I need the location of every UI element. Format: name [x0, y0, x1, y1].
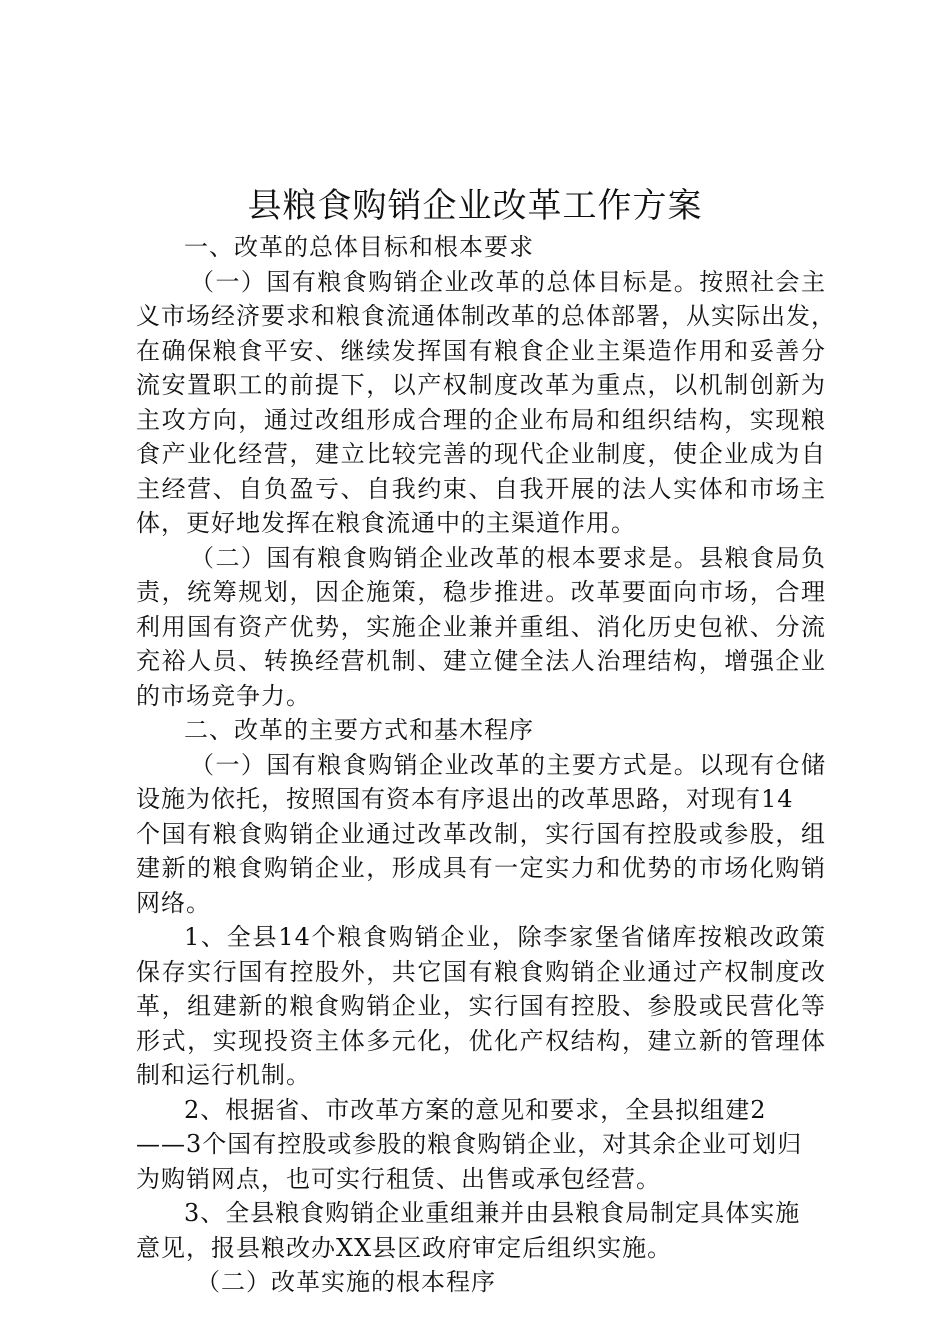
paragraph-line: ——3个国有控股或参股的粮食购销企业，对其余企业可划归	[136, 1130, 803, 1158]
paragraph-line: 意见，报县粮改办XX县区政府审定后组织实施。	[136, 1233, 673, 1262]
paragraph-line: 的市场竞争力。	[136, 681, 311, 710]
paragraph-line: 主攻方向，通过改组形成合理的企业布局和组织结构，实现粮	[136, 405, 826, 434]
paragraph-line: （一）国有粮食购销企业改革的总体目标是。按照社会主	[190, 267, 826, 296]
document-title: 县粮食购销企业改革工作方案	[247, 186, 703, 226]
paragraph-line: 形式，实现投资主体多元化，优化产权结构，建立新的管理体	[136, 1026, 826, 1055]
paragraph-line: 在确保粮食平安、继续发挥国有粮食企业主渠造作用和妥善分	[136, 336, 826, 365]
paragraph-line: 义市场经济要求和粮食流通体制改革的总体部署，从实际出发，	[136, 302, 836, 330]
paragraph-line: 3、全县粮食购销企业重组兼并由县粮食局制定具体实施	[184, 1199, 801, 1227]
paragraph-line: 为购销网点，也可实行租赁、出售或承包经营。	[136, 1164, 661, 1193]
paragraph-line: 设施为依托，按照国有资本有序退出的改革思路，对现有14	[136, 785, 794, 813]
section-heading-1: 一、改革的总体目标和根本要求	[184, 233, 534, 261]
document-body	[136, 230, 836, 1300]
paragraph-line: 建新的粮食购销企业，形成具有一定实力和优势的市场化购销	[136, 854, 826, 882]
paragraph-line: 制和运行机制。	[136, 1061, 311, 1089]
paragraph-line: （二）国有粮食购销企业改革的根本要求是。县粮食局负	[190, 543, 826, 572]
paragraph-line: 体，更好地发挥在粮食流通中的主渠道作用。	[136, 509, 636, 537]
paragraph-line: 流安置职工的前提下，以产权制度改革为重点，以机制创新为	[136, 371, 826, 399]
paragraph-line: （一）国有粮食购销企业改革的主要方式是。以现有仓储	[190, 750, 826, 779]
paragraph-line: 利用国有资产优势，实施企业兼并重组、消化历史包袱、分流	[136, 612, 826, 641]
paragraph-line: 保存实行国有控股外，共它国有粮食购销企业通过产权制度改	[136, 957, 826, 986]
paragraph-line: 个国有粮食购销企业通过改革改制，实行国有控股或参股，组	[136, 819, 826, 848]
paragraph-line: 网络。	[136, 888, 211, 917]
paragraph-line: 1、全县14个粮食购销企业，除李家堡省储库按粮改政策	[184, 923, 826, 951]
paragraph-line: 食产业化经营，建立比较完善的现代企业制度，使企业成为自	[136, 440, 826, 468]
paragraph-line: 革，组建新的粮食购销企业，实行国有控股、参股或民营化等	[136, 992, 826, 1020]
section-heading-2: 二、改革的主要方式和基木程序	[184, 716, 534, 744]
paragraph-line: 主经营、自负盈亏、自我约束、自我开展的法人实体和市场主	[136, 474, 826, 503]
subsection-heading: （二）改革实施的根本程序	[196, 1268, 496, 1296]
paragraph-line: 2、根据省、市改革方案的意见和要求，全县拟组建2	[184, 1095, 767, 1124]
paragraph-line: 责，统筹规划，因企施策，稳步推进。改革要面向市场，合理	[136, 578, 826, 606]
paragraph-line: 充裕人员、转换经营机制、建立健全法人治理结构，增强企业	[136, 647, 826, 675]
